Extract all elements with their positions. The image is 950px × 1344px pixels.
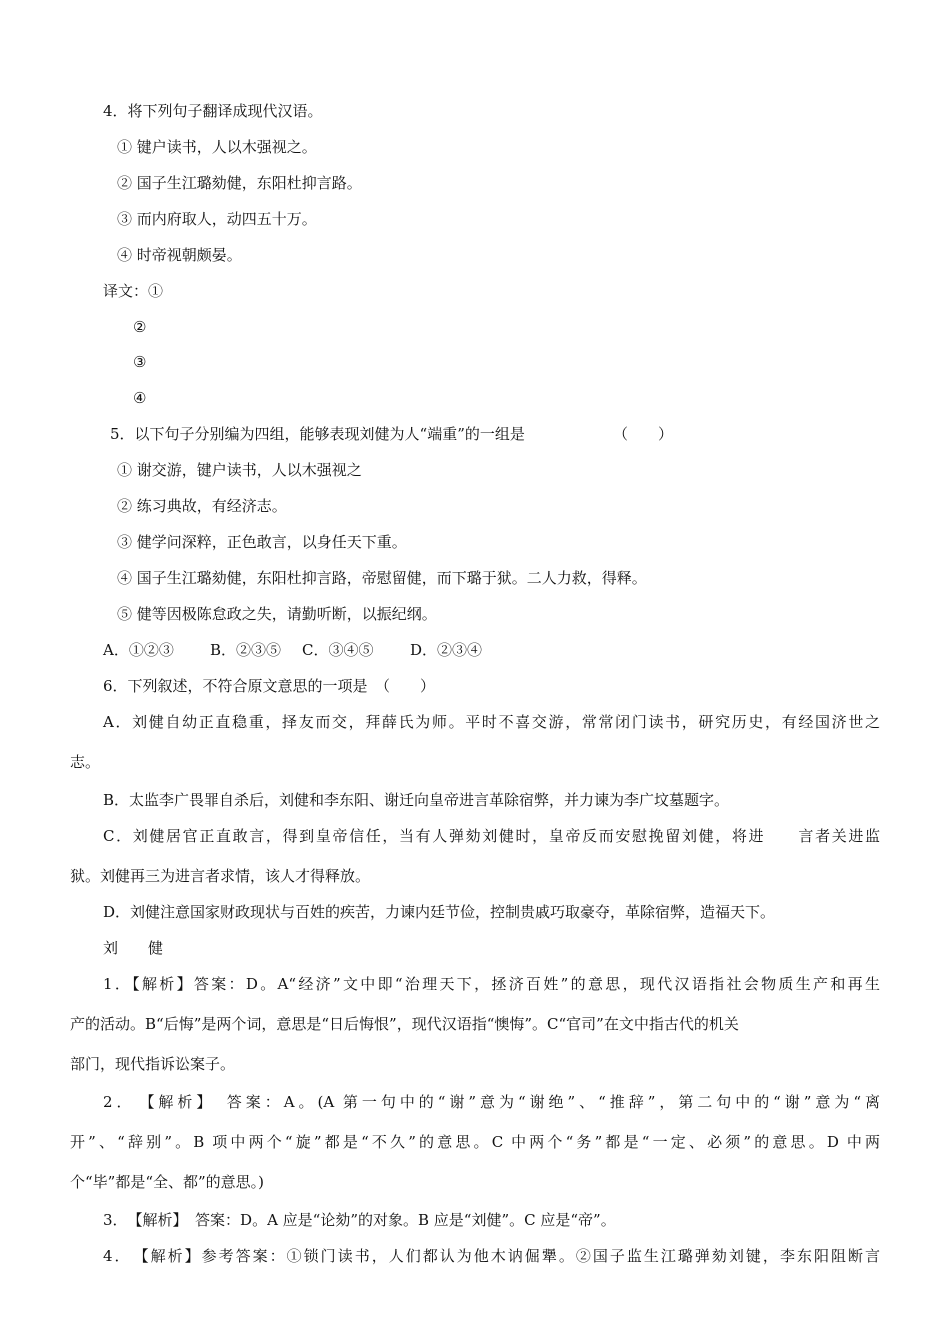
translation-blank-4: ④ [133, 389, 147, 407]
q4-item-2: ② 国子生江璐劾健，东阳杜抑言路。 [117, 174, 362, 192]
answer-1-line-3: 部门，现代指诉讼案子。 [70, 1055, 236, 1073]
q4-item-3: ③ 而内府取人，动四五十万。 [117, 210, 317, 228]
q6-option-a-line-2: 志。 [70, 753, 101, 771]
answer-2-line-2: 开”、“辞别”。B 项中两个“旋”都是“不久”的意思。C 中两个“务”都是“一定、必须”的意思。D 中两 [70, 1133, 880, 1151]
q6-option-a-line-1: A．刘健自幼正直稳重，择友而交，拜薛氏为师。平时不喜交游，常常闭门读书，研究历史，有经国济世之 [103, 713, 880, 731]
translation-blank-3: ③ [133, 353, 147, 371]
answer-2-line-1: 2． 【解析】 答案：A。(A 第一句中的“谢”意为“谢绝”、“推辞”，第二句中的“谢”意为“离 [103, 1093, 880, 1111]
q5-stem: 5．以下句子分别编为四组，能够表现刘健为人“端重”的一组是 [110, 425, 525, 443]
q5-item-2: ② 练习典故，有经济志。 [117, 497, 287, 515]
answer-2-line-3: 个“毕”都是“全、都”的意思。) [70, 1173, 265, 1191]
q4-item-1: ① 键户读书，人以木强视之。 [117, 138, 317, 156]
q4-stem: 4．将下列句子翻译成现代汉语。 [103, 102, 323, 120]
answer-1-line-1: 1．【解析】答案：D。A“经济”文中即“治理天下，拯济百姓”的意思，现代汉语指社会物质生产和再生 [103, 975, 880, 993]
q5-item-3: ③ 健学问深粹，正色敢言，以身任天下重。 [117, 533, 407, 551]
q4-item-4: ④ 时帝视朝颇晏。 [117, 246, 242, 264]
q5-option-d: D．②③④ [410, 641, 483, 659]
q6-option-b: B．太监李广畏罪自杀后，刘健和李东阳、谢迁向皇帝进言革除宿弊，并力谏为李广坟墓题字。 [103, 791, 730, 809]
q6-option-c-line-2: 狱。刘健再三为进言者求情，该人才得释放。 [70, 867, 371, 885]
q6-stem: 6．下列叙述，不符合原文意思的一项是 （ ） [103, 677, 436, 695]
q6-option-d: D．刘健注意国家财政现状与百姓的疾苦，力谏内廷节俭，控制贵戚巧取豪夺，革除宿弊，造福天下。 [103, 903, 776, 921]
answer-4-line-1: 4． 【解析】参考答案：①锁门读书，人们都认为他木讷倔犟。②国子监生江璐弹劾刘键，李东阳阻断言 [103, 1247, 880, 1265]
answer-section-title: 刘 健 [103, 939, 164, 957]
q5-option-c: C．③④⑤ [302, 641, 374, 659]
translation-label: 译文：① [103, 282, 164, 300]
q5-item-1: ① 谢交游，键户读书，人以木强视之 [117, 461, 362, 479]
answer-3: 3． 【解析】 答案：D。A 应是“论劾”的对象。B 应是“刘健”。C 应是“帝”。 [103, 1211, 616, 1229]
q5-option-b: B．②③⑤ [210, 641, 282, 659]
q6-option-c-line-1: C．刘健居官正直敢言，得到皇帝信任，当有人弹劾刘健时，皇帝反而安慰挽留刘健，将进 言者关进监 [103, 827, 880, 845]
q5-answer-paren: （ ） [613, 425, 674, 443]
q5-item-4: ④ 国子生江璐劾健，东阳杜抑言路，帝慰留健，而下璐于狱。二人力救，得释。 [117, 569, 647, 587]
answer-1-line-2: 产的活动。B“后悔”是两个词，意思是“日后悔恨”，现代汉语指“懊悔”。C“官司”在文中指古代的机关 [70, 1015, 739, 1033]
q5-item-5: ⑤ 健等因极陈怠政之失，请勤听断，以振纪纲。 [117, 605, 437, 623]
translation-blank-2: ② [133, 318, 147, 336]
q5-option-a: A．①②③ [103, 641, 174, 659]
